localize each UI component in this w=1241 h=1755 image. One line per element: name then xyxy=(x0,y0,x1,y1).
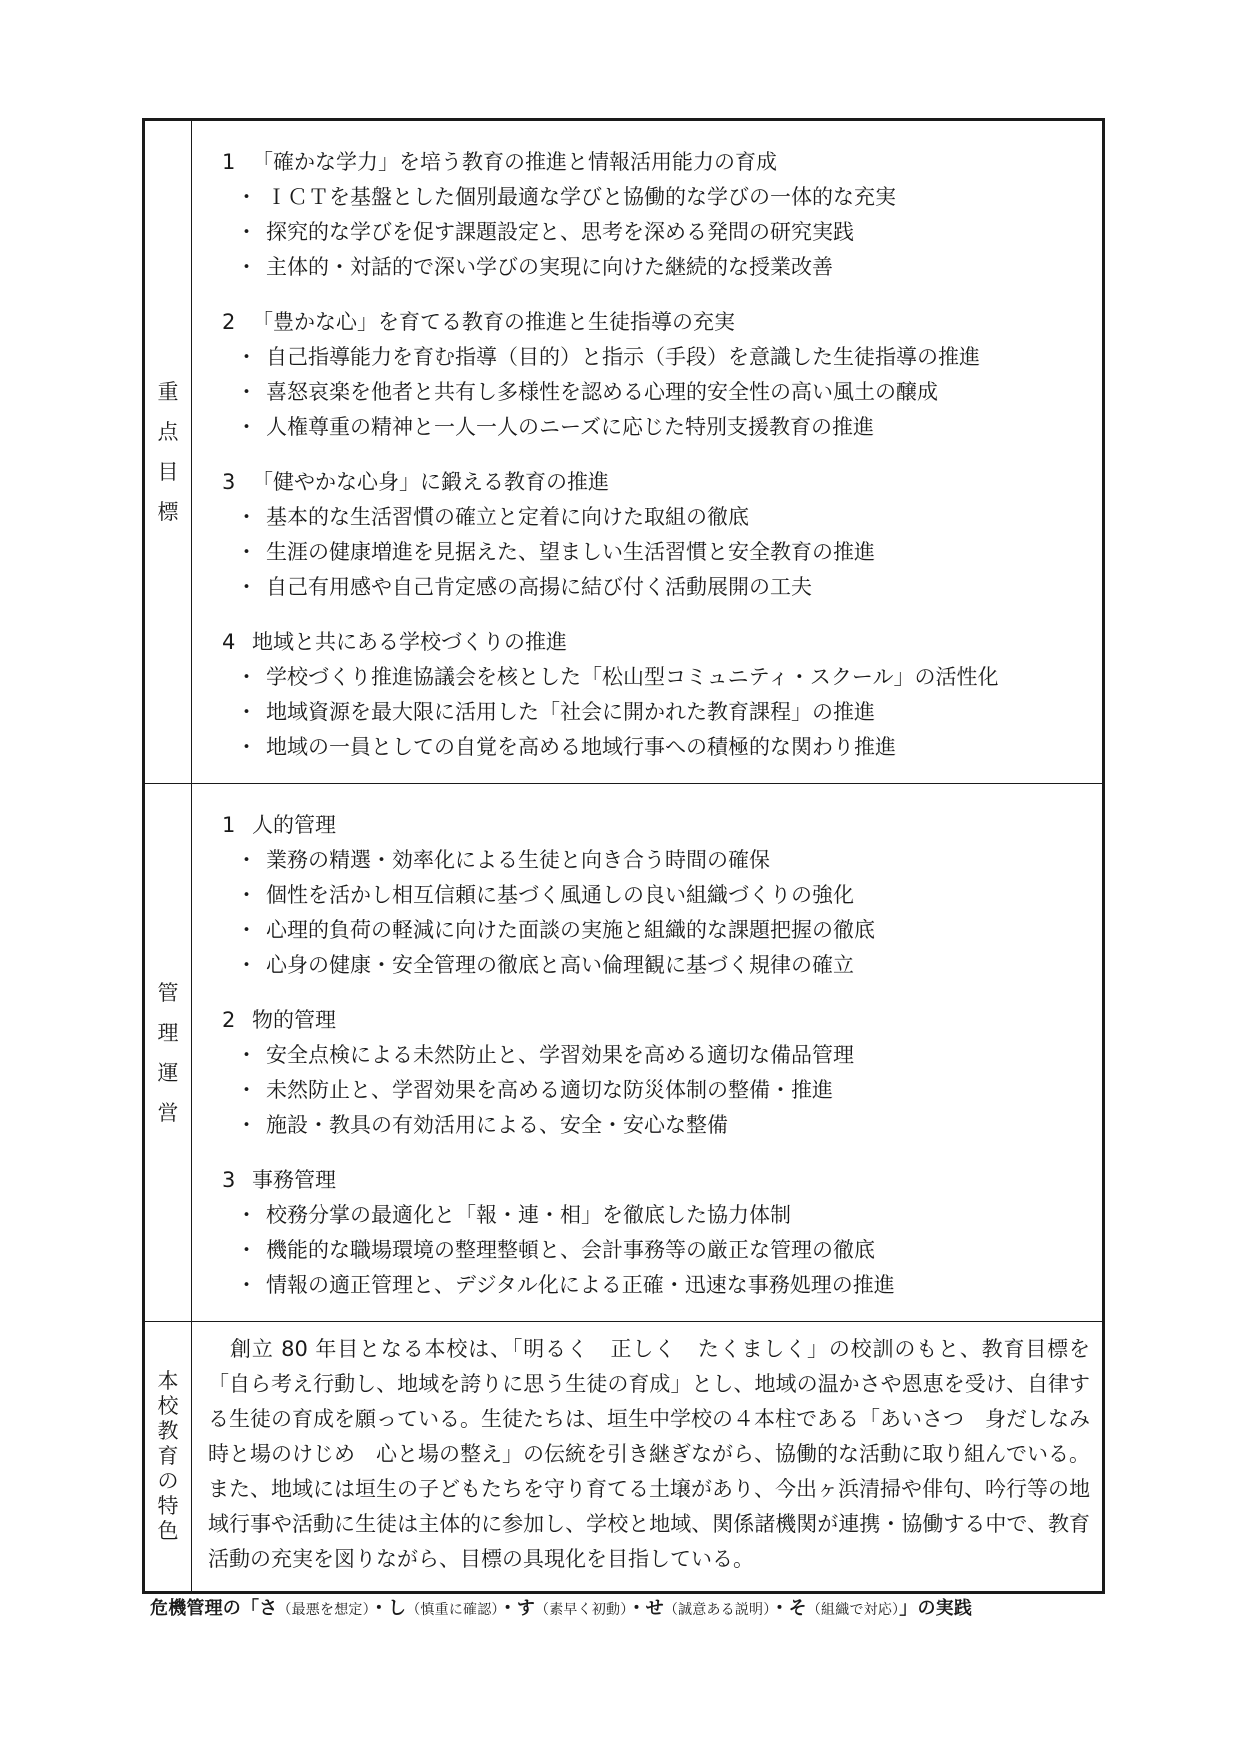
label-char: 校 xyxy=(157,1394,179,1418)
section-row-management xyxy=(144,784,1104,1322)
bullet-icon: ・ xyxy=(236,918,257,942)
bullet-icon: ・ xyxy=(236,1238,257,1262)
group-number: 1 xyxy=(222,813,236,837)
list-item xyxy=(212,1233,1094,1268)
list-item-text: 喜怒哀楽を他者と共有し多様性を認める心理的安全性の高い風土の醸成 xyxy=(266,380,938,404)
group-title-text: 「豊かな心」を育てる教育の推進と生徒指導の充実 xyxy=(252,310,735,334)
bullet-icon: ・ xyxy=(236,665,257,689)
label-char: 営 xyxy=(157,1100,179,1125)
bullet-icon: ・ xyxy=(236,848,257,872)
group-heading xyxy=(212,465,1094,500)
bullet-icon: ・ xyxy=(236,575,257,599)
list-item-text: 学校づくり推進協議会を核とした「松山型コミュニティ・スクール」の活性化 xyxy=(266,665,999,689)
bullet-icon: ・ xyxy=(236,505,257,529)
group-title-text: 人的管理 xyxy=(252,813,336,837)
footer-key-shi: し xyxy=(388,1598,407,1619)
group-number: 2 xyxy=(222,310,236,334)
list-item-text: 地域資源を最大限に活用した「社会に開かれた教育課程」の推進 xyxy=(266,700,875,724)
list-item-text: 安全点検による未然防止と、学習効果を高める適切な備品管理 xyxy=(266,1043,854,1067)
list-item xyxy=(212,410,1094,445)
label-char: 本 xyxy=(157,1369,179,1393)
goal-groups xyxy=(212,145,1094,765)
list-item xyxy=(212,375,1094,410)
list-item-text: 地域の一員としての自覚を高める地域行事への積極的な関わり推進 xyxy=(266,735,896,759)
list-item-text: 主体的・対話的で深い学びの実現に向けた継続的な授業改善 xyxy=(266,255,833,279)
footer-separator: ・ xyxy=(498,1598,517,1619)
bullet-icon: ・ xyxy=(236,185,257,209)
footer-note-su: （素早く初動） xyxy=(535,1602,628,1618)
bullet-icon: ・ xyxy=(236,953,257,977)
label-char: 標 xyxy=(157,500,179,524)
footer-separator: ・ xyxy=(627,1598,646,1619)
group-heading xyxy=(212,145,1094,180)
list-item-text: ＩＣＴを基盤とした個別最適な学びと協働的な学びの一体的な充実 xyxy=(266,185,896,209)
group-heading xyxy=(212,1163,1094,1198)
list-item xyxy=(212,535,1094,570)
list-item xyxy=(212,878,1094,913)
bullet-icon: ・ xyxy=(236,1113,257,1137)
label-char: 点 xyxy=(157,420,179,444)
footer-key-se: せ xyxy=(645,1598,664,1619)
bullet-icon: ・ xyxy=(236,220,257,244)
group-title-text: 物的管理 xyxy=(252,1008,336,1032)
footer-prefix: 危機管理の「 xyxy=(150,1598,260,1619)
group-heading xyxy=(212,625,1094,660)
group-number: 3 xyxy=(222,470,236,494)
list-item xyxy=(212,730,1094,765)
list-item xyxy=(212,215,1094,250)
list-item-text: 機能的な職場環境の整理整頓と、会計事務等の厳正な管理の徹底 xyxy=(266,1238,875,1262)
footer-note-shi: （慎重に確認） xyxy=(406,1602,499,1618)
label-char: 運 xyxy=(157,1060,179,1085)
label-char: 理 xyxy=(157,1020,179,1045)
section-row-goals xyxy=(144,120,1104,784)
item-group xyxy=(212,1003,1094,1143)
item-group xyxy=(212,145,1094,285)
label-char: 重 xyxy=(157,380,179,404)
vertical-label xyxy=(158,372,179,532)
group-heading xyxy=(212,1003,1094,1038)
list-item xyxy=(212,570,1094,605)
list-item xyxy=(212,340,1094,375)
bullet-icon: ・ xyxy=(236,1273,257,1297)
footer-key-su: す xyxy=(516,1598,536,1619)
bullet-icon: ・ xyxy=(236,540,257,564)
label-char: 教 xyxy=(157,1419,179,1443)
bullet-icon: ・ xyxy=(236,415,257,439)
label-char: 目 xyxy=(157,460,179,484)
group-number: 1 xyxy=(222,150,236,174)
group-title-text: 「健やかな心身」に鍛える教育の推進 xyxy=(252,470,609,494)
vertical-label xyxy=(158,1369,179,1544)
bullet-icon: ・ xyxy=(236,1203,257,1227)
bullet-icon: ・ xyxy=(236,700,257,724)
bullet-icon: ・ xyxy=(236,883,257,907)
list-item xyxy=(212,695,1094,730)
bullet-icon: ・ xyxy=(236,255,257,279)
group-number: 2 xyxy=(222,1008,236,1032)
item-group xyxy=(212,808,1094,983)
footer-note-se: （誠意ある説明） xyxy=(663,1602,771,1618)
footer-suffix: 」の実践 xyxy=(899,1598,973,1619)
item-group xyxy=(212,625,1094,765)
list-item xyxy=(212,500,1094,535)
section-label-features xyxy=(144,1322,192,1593)
list-item-text: 業務の精選・効率化による生徒と向き合う時間の確保 xyxy=(266,848,770,872)
section-content-goals xyxy=(192,120,1104,784)
group-heading xyxy=(212,305,1094,340)
list-item xyxy=(212,913,1094,948)
list-item-text: 生涯の健康増進を見据えた、望ましい生活習慣と安全教育の推進 xyxy=(266,540,875,564)
list-item xyxy=(212,948,1094,983)
list-item-text: 未然防止と、学習効果を高める適切な防災体制の整備・推進 xyxy=(266,1078,833,1102)
item-group xyxy=(212,305,1094,445)
section-label-goals xyxy=(144,120,192,784)
list-item-text: 人権尊重の精神と一人一人のニーズに応じた特別支援教育の推進 xyxy=(266,415,874,439)
label-char: 特 xyxy=(157,1494,179,1518)
bullet-icon: ・ xyxy=(236,1078,257,1102)
list-item xyxy=(212,660,1094,695)
section-content-management xyxy=(192,784,1104,1322)
bullet-icon: ・ xyxy=(236,735,257,759)
item-group xyxy=(212,1163,1094,1303)
footer-key-so: そ xyxy=(788,1598,807,1619)
group-heading xyxy=(212,808,1094,843)
list-item xyxy=(212,1268,1094,1303)
list-item xyxy=(212,180,1094,215)
list-item-text: 個性を活かし相互信頼に基づく風通しの良い組織づくりの強化 xyxy=(266,883,854,907)
footer-note-so: （組織で対応） xyxy=(806,1602,900,1618)
bullet-icon: ・ xyxy=(236,1043,257,1067)
group-title-text: 地域と共にある学校づくりの推進 xyxy=(252,630,567,654)
label-char: 育 xyxy=(157,1444,179,1468)
list-item xyxy=(212,1038,1094,1073)
footer-note-sa: （最悪を想定） xyxy=(277,1602,370,1618)
bullet-icon: ・ xyxy=(236,345,257,369)
list-item xyxy=(212,1073,1094,1108)
crisis-management-footer xyxy=(150,1594,1110,1620)
plan-table xyxy=(142,118,1111,1594)
school-features-paragraph: 創立 80 年目となる本校は、「明るく 正しく たくましく」の校訓のもと、教育目標を「自ら考え行動し、地域を誇りに思う生徒の育成」とし、地域の温かさや恩恵を受け、自律する生徒の育成を願っている。生徒たちは、垣生中学校の４本柱である「あいさつ 身だしなみ 時と場のけじめ 心と場の整え」の伝統を引き継ぎながら、協働的な活動に取り組んでいる。また、地域には垣生の子どもたちを守り育てる土壌があり、今出ヶ浜清掃や俳句、吟行等の地域行事や活動に生徒は主体的に参加し、学校と地域、関係諸機関が連携・協働する中で、教育活動の充実を図りながら、目標の具現化を目指している。 xyxy=(208,1337,1111,1571)
list-item xyxy=(212,1198,1094,1233)
footer-separator: ・ xyxy=(770,1598,789,1619)
label-char: 色 xyxy=(157,1519,179,1543)
label-char: の xyxy=(157,1469,179,1493)
list-item xyxy=(212,1108,1094,1143)
section-row-features xyxy=(144,1322,1104,1593)
list-item-text: 自己指導能力を育む指導（目的）と指示（手段）を意識した生徒指導の推進 xyxy=(266,345,980,369)
item-group xyxy=(212,465,1094,605)
group-title-text: 「確かな学力」を培う教育の推進と情報活用能力の育成 xyxy=(252,150,777,174)
vertical-label xyxy=(158,973,179,1133)
group-number: 3 xyxy=(222,1168,236,1192)
label-char: 管 xyxy=(157,980,179,1005)
list-item-text: 施設・教具の有効活用による、安全・安心な整備 xyxy=(266,1113,728,1137)
list-item xyxy=(212,250,1094,285)
group-title-text: 事務管理 xyxy=(252,1168,336,1192)
section-label-management xyxy=(144,784,192,1322)
footer-key-sa: さ xyxy=(259,1598,278,1619)
group-number: 4 xyxy=(222,630,236,654)
footer-separator: ・ xyxy=(369,1598,389,1619)
list-item-text: 校務分掌の最適化と「報・連・相」を徹底した協力体制 xyxy=(266,1203,791,1227)
list-item-text: 情報の適正管理と、デジタル化による正確・迅速な事務処理の推進 xyxy=(266,1273,895,1297)
bullet-icon: ・ xyxy=(236,380,257,404)
list-item-text: 心身の健康・安全管理の徹底と高い倫理観に基づく規律の確立 xyxy=(266,953,854,977)
list-item-text: 心理的負荷の軽減に向けた面談の実施と組織的な課題把握の徹底 xyxy=(266,918,875,942)
list-item-text: 基本的な生活習慣の確立と定着に向けた取組の徹底 xyxy=(266,505,749,529)
management-groups xyxy=(212,808,1094,1303)
list-item xyxy=(212,843,1094,878)
section-content-features xyxy=(192,1322,1111,1593)
list-item-text: 自己有用感や自己肯定感の高揚に結び付く活動展開の工夫 xyxy=(266,575,812,599)
list-item-text: 探究的な学びを促す課題設定と、思考を深める発問の研究実践 xyxy=(266,220,854,244)
